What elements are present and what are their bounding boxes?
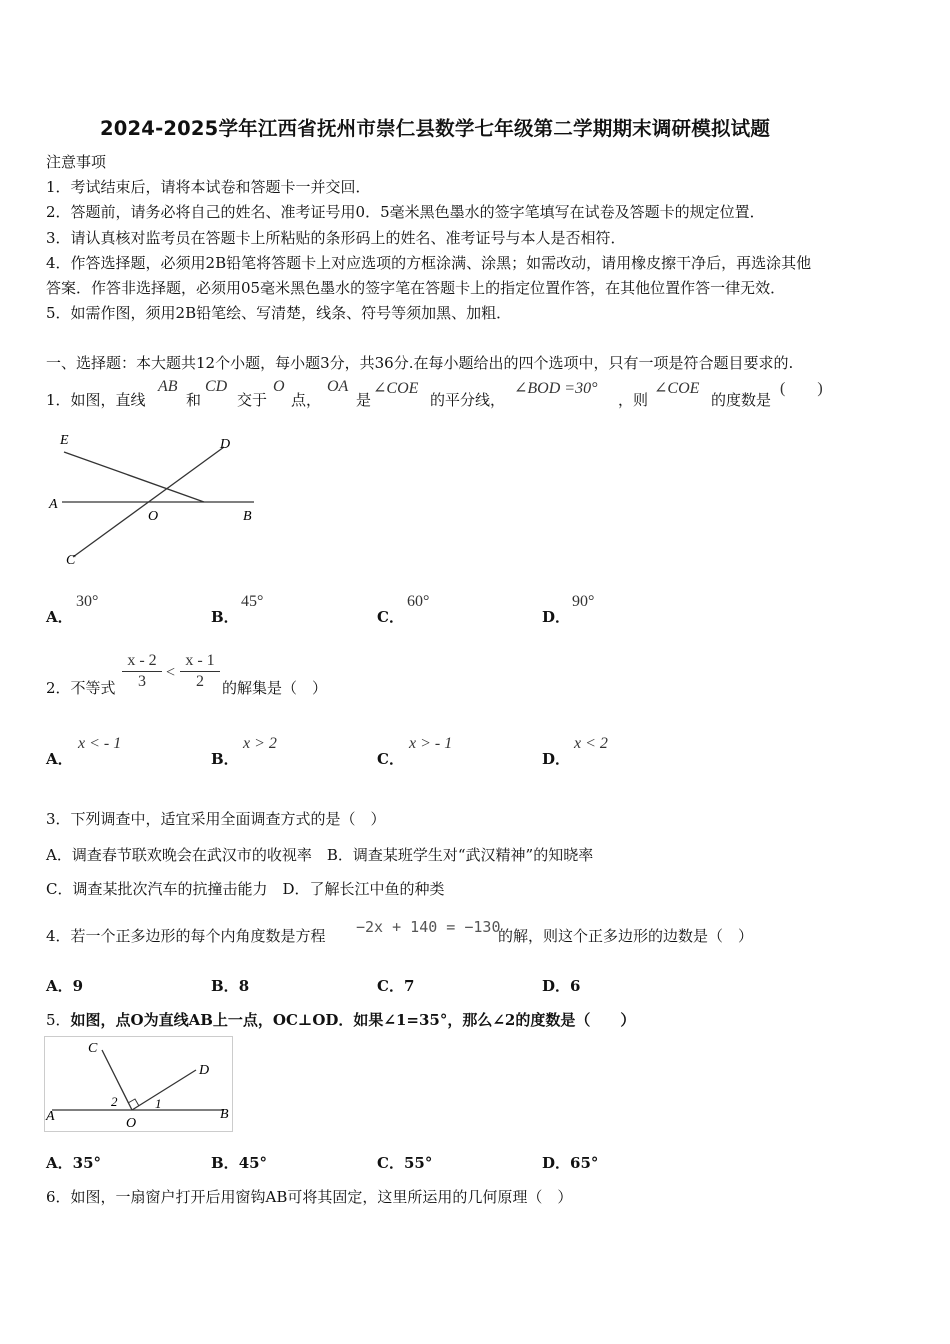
- option-letter: A．: [46, 750, 73, 768]
- math-CD: CD: [205, 378, 228, 395]
- stem-text: ，则: [618, 391, 649, 409]
- option-letter: C．: [377, 1154, 404, 1172]
- stem-text: 如图，直线: [70, 391, 146, 409]
- label-angle-1: 1: [155, 1096, 162, 1111]
- notice-item: 4．作答选择题，必须用2B铅笔将答题卡上对应选项的方框涂满、涂黑；如需改动，请用橡皮擦干净后，再选涂其他: [46, 254, 812, 272]
- label-C: C: [88, 1041, 98, 1056]
- notice-item: 5．如需作图，须用2B铅笔绘、写清楚，线条、符号等须加黑、加粗．: [46, 304, 512, 322]
- fraction-numerator: x - 1: [185, 652, 215, 669]
- question-number: 5．: [46, 1011, 71, 1029]
- stem-text: 和: [186, 391, 202, 409]
- option-value: x > 2: [243, 735, 277, 752]
- math-OA: OA: [327, 378, 349, 395]
- question-1-stem: [46, 390, 146, 410]
- figure-frame: [45, 1037, 233, 1132]
- option-value: 35°: [72, 1154, 102, 1172]
- notice-item: 2．答题前，请务必将自己的姓名、准考证号用0．5毫米黑色墨水的签字笔填写在试卷及答题卡的规定位置．: [46, 203, 765, 221]
- options-row: A．调查春节联欢晚会在武汉市的收视率 B．调查某班学生对“武汉精神”的知晓率: [46, 846, 594, 864]
- option-value: 45°: [238, 1154, 268, 1172]
- option-value: 60°: [407, 593, 430, 610]
- question-5-figure: [44, 1036, 236, 1134]
- stem-text: 的度数是: [711, 391, 772, 409]
- question-number: 1．: [46, 391, 71, 409]
- stem-text: 不等式: [70, 679, 116, 697]
- option-letter: A．: [46, 1154, 73, 1172]
- section-heading: 一、选择题：本大题共12个小题，每小题3分，共36分.在每小题给出的四个选项中，只有一项是符合题目要求的.: [46, 354, 794, 372]
- option-value: x < 2: [574, 735, 608, 752]
- option-item: [542, 1153, 598, 1173]
- option-letter: B．: [211, 1154, 239, 1172]
- option-value: 8: [238, 977, 250, 995]
- math-angle-BOD: ∠BOD =30°: [514, 380, 598, 397]
- option-letter: B．: [211, 750, 239, 768]
- option-item: [46, 1153, 101, 1173]
- option-value: 45°: [241, 593, 264, 610]
- stem-text: 如图，点O为直线AB上一点，OC⊥OD．如果∠1=35°，那么∠2的度数是（ ）: [70, 1011, 636, 1029]
- stem-text: 如图，一扇窗户打开后用窗钩AB可将其固定，这里所运用的几何原理（ ）: [70, 1188, 573, 1206]
- equation-image: −2x + 140 = −130: [356, 918, 501, 936]
- label-B: B: [220, 1107, 229, 1122]
- option-letter: C．: [377, 977, 404, 995]
- notice-item: 1．考试结束后，请将本试卷和答题卡一并交回．: [46, 178, 371, 196]
- question-1-figure: [44, 428, 269, 573]
- option-letter: B．: [211, 977, 239, 995]
- label-C: C: [66, 553, 76, 568]
- page-title: 2024-2025学年江西省抚州市崇仁县数学七年级第二学期期末调研模拟试题: [100, 117, 771, 140]
- fraction-denominator: 3: [138, 673, 146, 690]
- label-O: O: [126, 1116, 137, 1131]
- option-item: [46, 976, 83, 996]
- option-letter: A．: [46, 977, 73, 995]
- question-3-stem: [46, 809, 386, 829]
- option-item: [211, 1153, 267, 1173]
- option-letter: C．: [377, 608, 404, 626]
- options-row: C．调查某批次汽车的抗撞击能力 D．了解长江中鱼的种类: [46, 880, 445, 898]
- stem-text: 交于: [237, 391, 268, 409]
- question-number: 3．: [46, 810, 71, 828]
- stem-text: 的解集是（ ）: [222, 679, 328, 697]
- label-A: A: [46, 1109, 55, 1124]
- fraction-numerator: x - 2: [127, 652, 157, 669]
- option-letter: B．: [211, 608, 239, 626]
- math-angle-COE: ∠COE: [373, 380, 419, 397]
- option-letter: D．: [542, 608, 571, 626]
- question-6-stem: [46, 1187, 572, 1207]
- option-letter: D．: [542, 1154, 571, 1172]
- answer-parentheses: ( ): [780, 380, 823, 397]
- question-number: 6．: [46, 1188, 71, 1206]
- notice-item: 答案．作答非选择题，必须用05毫米黑色墨水的签字笔在答题卡上的指定位置作答，在其他位置作答一律无效．: [46, 279, 786, 297]
- question-number: 2．: [46, 679, 71, 697]
- stem-text: 若一个正多边形的每个内角度数是方程: [70, 927, 326, 945]
- option-item: [377, 976, 414, 996]
- label-O: O: [148, 509, 159, 524]
- option-value: x > - 1: [409, 735, 453, 752]
- option-letter: C．: [377, 750, 404, 768]
- stem-text: 的解，则这个正多边形的边数是（ ）: [498, 927, 754, 945]
- question-2-stem: [46, 678, 116, 698]
- question-4-stem: [46, 926, 326, 946]
- option-letter: A．: [46, 608, 73, 626]
- stem-text: 下列调查中，适宜采用全面调查方式的是（ ）: [70, 810, 386, 828]
- notice-heading: 注意事项: [46, 153, 107, 171]
- option-value: 9: [72, 977, 84, 995]
- question-5-stem: [46, 1010, 635, 1030]
- fraction-1: [122, 652, 162, 691]
- less-than-sign: <: [166, 664, 176, 681]
- notice-item: 3．请认真核对监考员在答题卡上所粘贴的条形码上的姓名、准考证号与本人是否相符．: [46, 229, 626, 247]
- option-value: x < - 1: [78, 735, 122, 752]
- math-AB: AB: [158, 378, 178, 395]
- question-number: 4．: [46, 927, 71, 945]
- option-item: [377, 1153, 432, 1173]
- label-E: E: [60, 433, 69, 448]
- label-B: B: [243, 509, 252, 524]
- math-angle-COE: ∠COE: [654, 380, 700, 397]
- ray-OD: [132, 1070, 196, 1110]
- label-D: D: [220, 437, 231, 452]
- option-letter: D．: [542, 977, 571, 995]
- fraction-denominator: 2: [196, 673, 204, 690]
- option-item: [542, 976, 580, 996]
- stem-text: 点，: [291, 391, 322, 409]
- label-A: A: [49, 497, 58, 512]
- fraction-2: [180, 652, 220, 691]
- option-value: 6: [570, 977, 581, 995]
- option-value: 30°: [76, 593, 99, 610]
- option-item: [211, 976, 249, 996]
- option-value: 55°: [403, 1154, 433, 1172]
- option-value: 65°: [570, 1154, 599, 1172]
- math-O: O: [273, 378, 285, 395]
- label-angle-2: 2: [111, 1094, 118, 1109]
- stem-text: 的平分线，: [430, 391, 506, 409]
- option-value: 90°: [572, 593, 595, 610]
- label-D: D: [199, 1063, 210, 1078]
- stem-text: 是: [356, 391, 372, 409]
- option-value: 7: [403, 977, 415, 995]
- option-letter: D．: [542, 750, 571, 768]
